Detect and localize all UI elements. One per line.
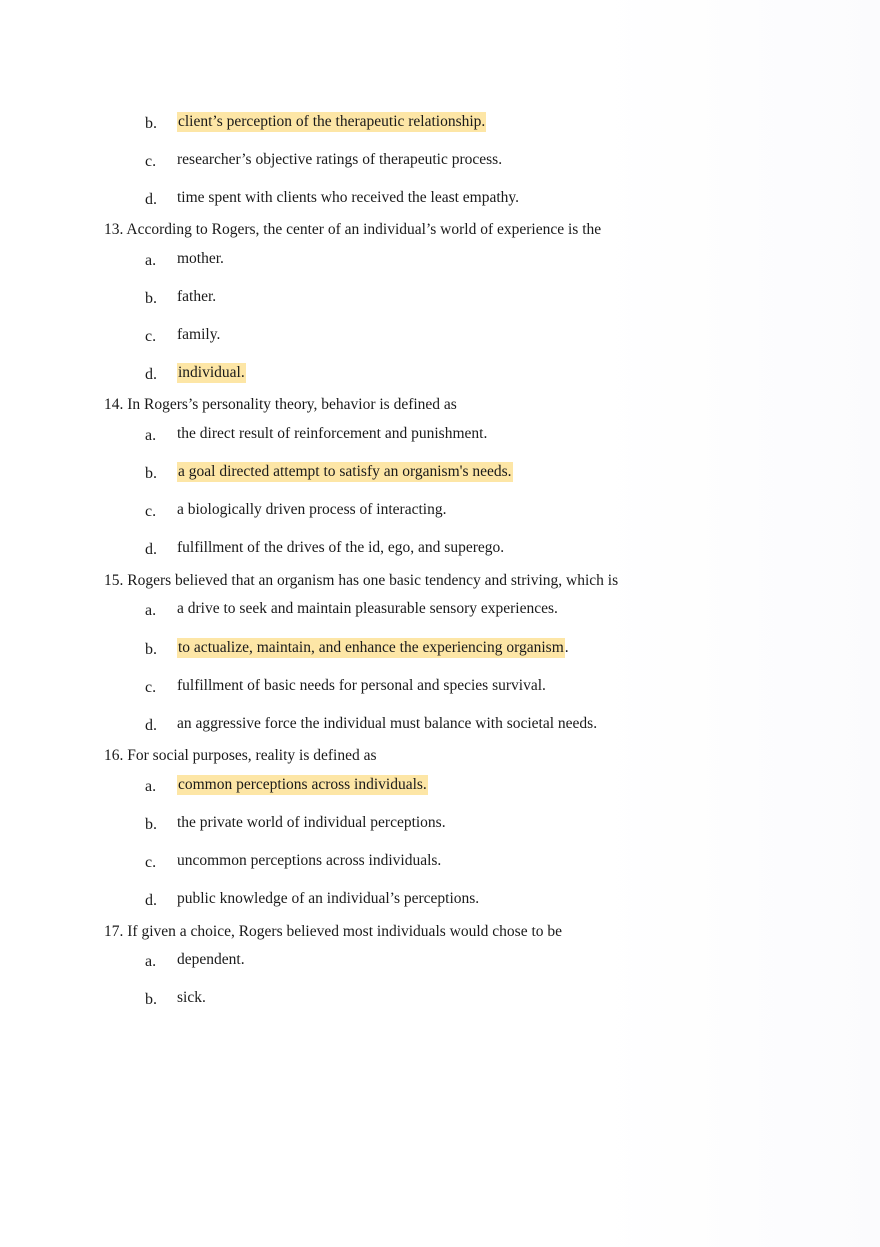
option-letter: a. [145,602,157,619]
option-letter: a. [145,252,157,269]
option-letter: d. [145,366,157,383]
question-stem: 14. In Rogers’s personality theory, behavior is defined as [104,396,457,413]
option-text: the private world of individual perceptions. [177,814,446,831]
option-text: family. [177,326,221,343]
option-letter: c. [145,503,157,520]
question-stem: 16. For social purposes, reality is defined as [104,747,377,764]
option-letter: c. [145,328,157,345]
answer-highlight: common perceptions across individuals. [178,776,427,793]
option-text: father. [177,288,217,305]
option-letter: c. [145,679,157,696]
option-text: the direct result of reinforcement and punishment. [177,425,488,442]
option-text: fulfillment of the drives of the id, ego, and superego. [177,539,505,556]
option-letter: a. [145,778,157,795]
option-text [177,775,428,795]
answer-highlight: a goal directed attempt to satisfy an organism's needs. [178,463,512,480]
option-text: time spent with clients who received the least empathy. [177,189,520,206]
option-text: mother. [177,250,224,267]
option-text [177,363,246,383]
option-suffix: . [564,639,569,656]
question-stem: 13. According to Rogers, the center of an individual’s world of experience is the [104,221,602,238]
option-letter: d. [145,541,157,558]
answer-highlight: to actualize, maintain, and enhance the experiencing organism [178,639,564,656]
option-letter: d. [145,191,157,208]
option-letter: d. [145,717,157,734]
answer-highlight: individual. [178,364,245,381]
option-letter: c. [145,153,157,170]
option-letter: b. [145,816,157,833]
option-text: fulfillment of basic needs for personal and species survival. [177,677,546,694]
option-letter: a. [145,953,157,970]
option-text: researcher’s objective ratings of therapeutic process. [177,151,503,168]
question-stem: 15. Rogers believed that an organism has one basic tendency and striving, which is [104,572,619,589]
option-letter: c. [145,854,157,871]
option-text: sick. [177,989,206,1006]
option-letter: b. [145,115,157,132]
option-text: uncommon perceptions across individuals. [177,852,442,869]
option-letter: b. [145,991,157,1008]
option-letter: b. [145,465,157,482]
option-text [177,112,486,132]
option-text: public knowledge of an individual’s perceptions. [177,890,480,907]
option-text: a drive to seek and maintain pleasurable sensory experiences. [177,600,558,617]
question-stem: 17. If given a choice, Rogers believed most individuals would chose to be [104,923,563,940]
option-text: dependent. [177,951,245,968]
option-letter: b. [145,641,157,658]
option-text [177,462,513,482]
answer-highlight: client’s perception of the therapeutic relationship. [178,113,486,130]
option-letter: b. [145,290,157,307]
option-text: an aggressive force the individual must balance with societal needs. [177,715,598,732]
option-letter: d. [145,892,157,909]
option-text [177,638,569,658]
option-text: a biologically driven process of interacting. [177,501,447,518]
option-letter: a. [145,427,157,444]
